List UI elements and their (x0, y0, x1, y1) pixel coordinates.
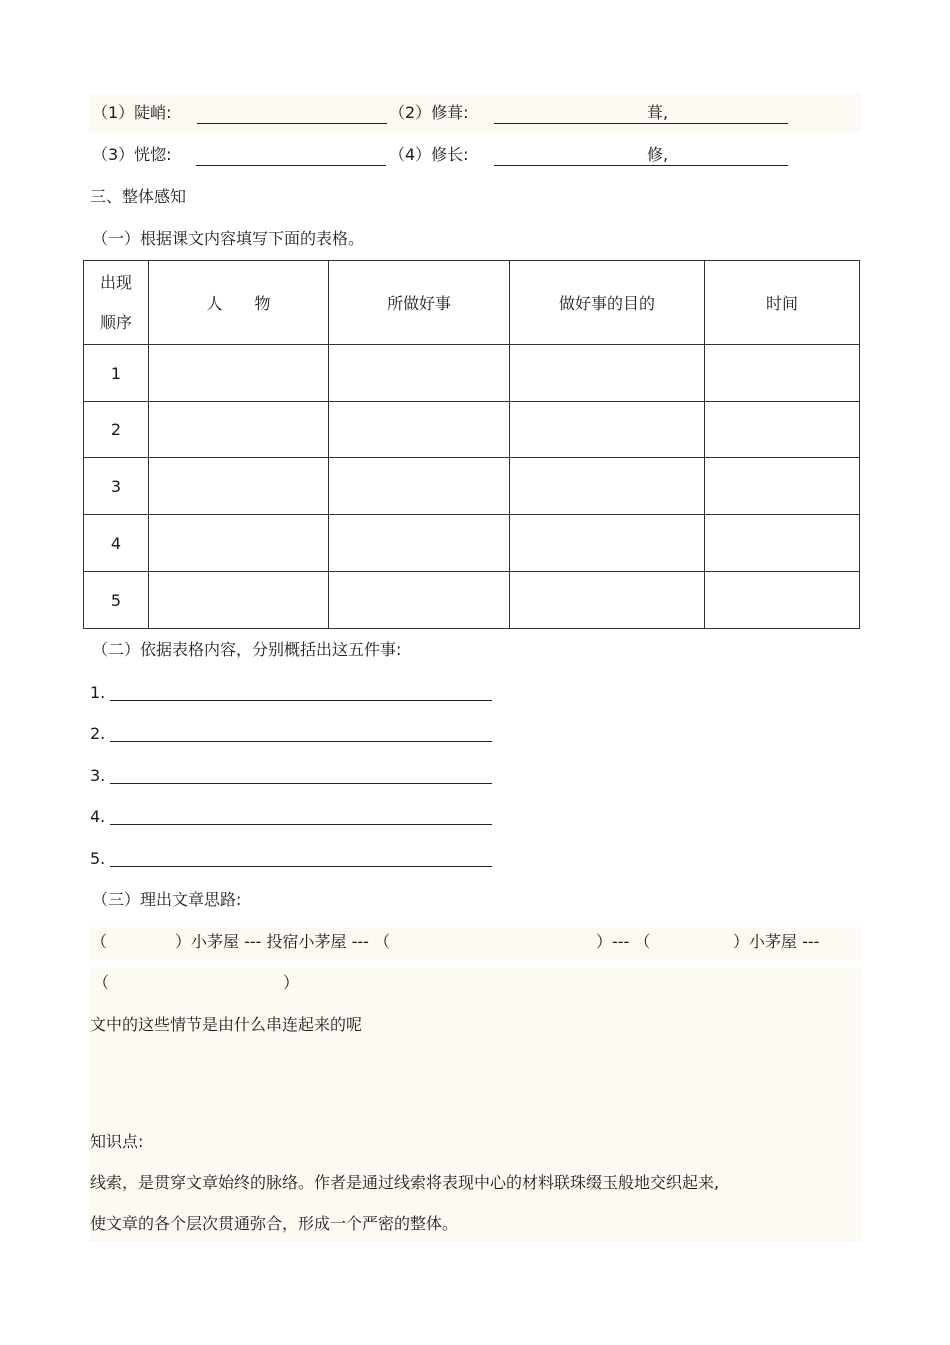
flow-paren-close-6: ） (283, 973, 300, 992)
cell-deed[interactable] (329, 345, 510, 402)
flow-segment-4: ）小茅屋 --- (733, 932, 820, 951)
summary-item-line[interactable] (110, 783, 492, 784)
table-header-row (84, 261, 860, 345)
vocab-q1-label: （1）陡峭: (92, 103, 172, 122)
flow-paren-open-5: （ (93, 973, 110, 992)
notes-band (89, 968, 861, 1242)
knowledge-line-2: 使文章的各个层次贯通弥合，形成一个严密的整体。 (90, 1214, 459, 1233)
question-text: 文中的这些情节是由什么串连起来的呢 (90, 1015, 363, 1034)
row-number: 3 (84, 458, 149, 515)
section-title: 三、整体感知 (90, 187, 187, 206)
summary-item-line[interactable] (110, 824, 492, 825)
summary-item-number: 3. (90, 766, 106, 785)
row-number: 2 (84, 402, 149, 458)
cell-deed[interactable] (329, 458, 510, 515)
vocab-q4-label: （4）修长: (389, 145, 469, 164)
table-row (84, 515, 860, 572)
vocab-q1-answer-line[interactable] (197, 123, 387, 124)
knowledge-title: 知识点: (90, 1132, 144, 1151)
summary-item-line[interactable] (110, 866, 492, 867)
cell-time[interactable] (705, 515, 860, 572)
cell-deed[interactable] (329, 402, 510, 458)
part1-title: （一）根据课文内容填写下面的表格。 (92, 229, 365, 248)
summary-item-number: 4. (90, 807, 106, 826)
vocab-band (89, 93, 861, 133)
cell-person[interactable] (149, 458, 329, 515)
cell-time[interactable] (705, 458, 860, 515)
table-row (84, 572, 860, 629)
flow-paren-open-1: （ (91, 932, 108, 951)
vocab-q2-label: （2）修葺: (389, 103, 469, 122)
flow-segment-2: ）小茅屋 --- 投宿小茅屋 --- （ (175, 932, 390, 951)
cell-deed[interactable] (329, 572, 510, 629)
good-deeds-table (83, 260, 860, 629)
header-order-line: 出现 (99, 272, 132, 292)
flow-segment-3: ）--- （ (596, 932, 651, 951)
vocab-q4-overlay-char: 修, (647, 145, 669, 164)
cell-time[interactable] (705, 572, 860, 629)
cell-deed[interactable] (329, 515, 510, 572)
cell-person[interactable] (149, 515, 329, 572)
summary-item-line[interactable] (110, 700, 492, 701)
cell-purpose[interactable] (510, 345, 705, 402)
table-row (84, 458, 860, 515)
cell-person[interactable] (149, 402, 329, 458)
header-deed: 所做好事 (329, 261, 510, 345)
vocab-q2-answer-line[interactable] (494, 123, 788, 124)
header-purpose: 做好事的目的 (510, 261, 705, 345)
summary-item-number: 2. (90, 724, 106, 743)
header-time: 时间 (705, 261, 860, 345)
summary-item-number: 1. (90, 683, 106, 702)
part3-title: （三）理出文章思路: (92, 890, 242, 909)
header-person: 人 物 (149, 261, 329, 345)
header-order-line: 顺序 (99, 312, 132, 332)
summary-item-line[interactable] (110, 741, 492, 742)
vocab-q4-answer-line[interactable] (494, 165, 788, 166)
table-row (84, 402, 860, 458)
cell-purpose[interactable] (510, 515, 705, 572)
knowledge-line-1: 线索，是贯穿文章始终的脉络。作者是通过线索将表现中心的材料联珠缀玉般地交织起来, (90, 1173, 720, 1192)
cell-time[interactable] (705, 402, 860, 458)
table-row (84, 345, 860, 402)
summary-item-number: 5. (90, 849, 106, 868)
cell-purpose[interactable] (510, 402, 705, 458)
row-number: 1 (84, 345, 149, 402)
vocab-q2-overlay-char: 葺, (647, 103, 669, 122)
cell-purpose[interactable] (510, 458, 705, 515)
part2-title: （二）依据表格内容，分别概括出这五件事: (92, 640, 402, 659)
header-order (84, 261, 149, 345)
cell-person[interactable] (149, 345, 329, 402)
row-number: 4 (84, 515, 149, 572)
row-number: 5 (84, 572, 149, 629)
cell-time[interactable] (705, 345, 860, 402)
vocab-q3-label: （3）恍惚: (92, 145, 172, 164)
cell-person[interactable] (149, 572, 329, 629)
cell-purpose[interactable] (510, 572, 705, 629)
vocab-q3-answer-line[interactable] (196, 165, 386, 166)
